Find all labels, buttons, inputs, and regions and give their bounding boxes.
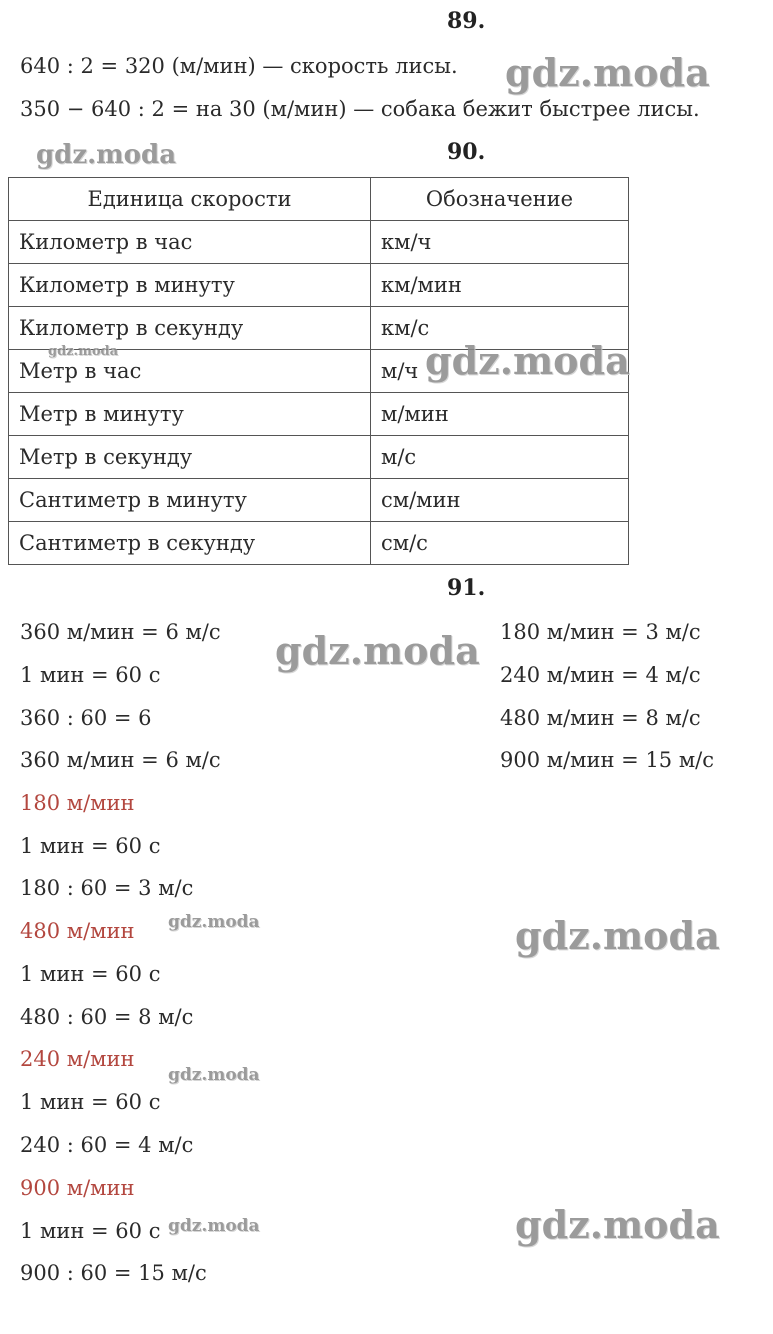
table-row [9, 479, 629, 522]
watermark-logo: gdz.moda [168, 912, 260, 932]
unit-cell: Километр в час [9, 221, 371, 264]
table-row [9, 436, 629, 479]
header-unit: Единица скорости [9, 178, 371, 221]
task-91-right-line: 180 м/мин = 3 м/с [500, 620, 701, 644]
symbol-cell: см/с [371, 522, 629, 565]
table-row [9, 522, 629, 565]
task-89-line-1: 640 : 2 = 320 (м/мин) — скорость лисы. [20, 54, 458, 78]
task-90-number: 90. [447, 139, 486, 165]
task-91-left-line: 1 мин = 60 с [20, 1090, 161, 1114]
table-row [9, 264, 629, 307]
symbol-cell: км/с [371, 307, 629, 350]
task-91-left-line-highlight: 240 м/мин [20, 1047, 135, 1071]
task-91-left-line-highlight: 900 м/мин [20, 1176, 135, 1200]
unit-cell: Сантиметр в минуту [9, 479, 371, 522]
task-91-right-line: 900 м/мин = 15 м/с [500, 748, 715, 772]
task-91-left-line: 480 : 60 = 8 м/с [20, 1005, 194, 1029]
table-row [9, 393, 629, 436]
watermark-logo: gdz.moda [425, 338, 630, 383]
task-91-left-line: 900 : 60 = 15 м/с [20, 1261, 207, 1285]
watermark-logo: gdz.moda [275, 628, 480, 673]
task-91-left-line: 360 м/мин = 6 м/с [20, 748, 221, 772]
watermark-logo: gdz.moda [505, 50, 710, 95]
task-91-left-line-highlight: 180 м/мин [20, 791, 135, 815]
task-91-number: 91. [447, 575, 486, 601]
unit-cell: Метр в час [9, 350, 371, 393]
symbol-cell: см/мин [371, 479, 629, 522]
watermark-logo: gdz.moda [36, 140, 177, 170]
task-91-left-line: 1 мин = 60 с [20, 834, 161, 858]
task-91-left-line: 360 м/мин = 6 м/с [20, 620, 221, 644]
symbol-cell: м/ч [371, 350, 629, 393]
watermark-logo: gdz.moda [515, 913, 720, 958]
watermark-logo: gdz.moda [168, 1216, 260, 1236]
watermark-logo: gdz.moda [515, 1202, 720, 1247]
unit-cell: Метр в секунду [9, 436, 371, 479]
task-89-number: 89. [447, 8, 486, 34]
task-91-left-line: 1 мин = 60 с [20, 663, 161, 687]
symbol-cell: м/с [371, 436, 629, 479]
watermark-logo: gdz.moda [48, 344, 119, 359]
symbol-cell: км/мин [371, 264, 629, 307]
symbol-cell: м/мин [371, 393, 629, 436]
task-91-left-line: 180 : 60 = 3 м/с [20, 876, 194, 900]
unit-cell: Километр в минуту [9, 264, 371, 307]
task-91-right-line: 240 м/мин = 4 м/с [500, 663, 701, 687]
task-91-left-line: 360 : 60 = 6 [20, 706, 152, 730]
task-91-left-line: 1 мин = 60 с [20, 1219, 161, 1243]
task-91-left-line: 1 мин = 60 с [20, 962, 161, 986]
task-91-left-line-highlight: 480 м/мин [20, 919, 135, 943]
table-row [9, 221, 629, 264]
task-91-left-line: 240 : 60 = 4 м/с [20, 1133, 194, 1157]
header-symbol: Обозначение [371, 178, 629, 221]
task-89-line-2: 350 − 640 : 2 = на 30 (м/мин) — собака бежит быстрее лисы. [20, 97, 700, 121]
table-header-row [9, 178, 629, 221]
symbol-cell: км/ч [371, 221, 629, 264]
unit-cell: Километр в секунду [9, 307, 371, 350]
unit-cell: Сантиметр в секунду [9, 522, 371, 565]
task-91-right-line: 480 м/мин = 8 м/с [500, 706, 701, 730]
unit-cell: Метр в минуту [9, 393, 371, 436]
watermark-logo: gdz.moda [168, 1065, 260, 1085]
